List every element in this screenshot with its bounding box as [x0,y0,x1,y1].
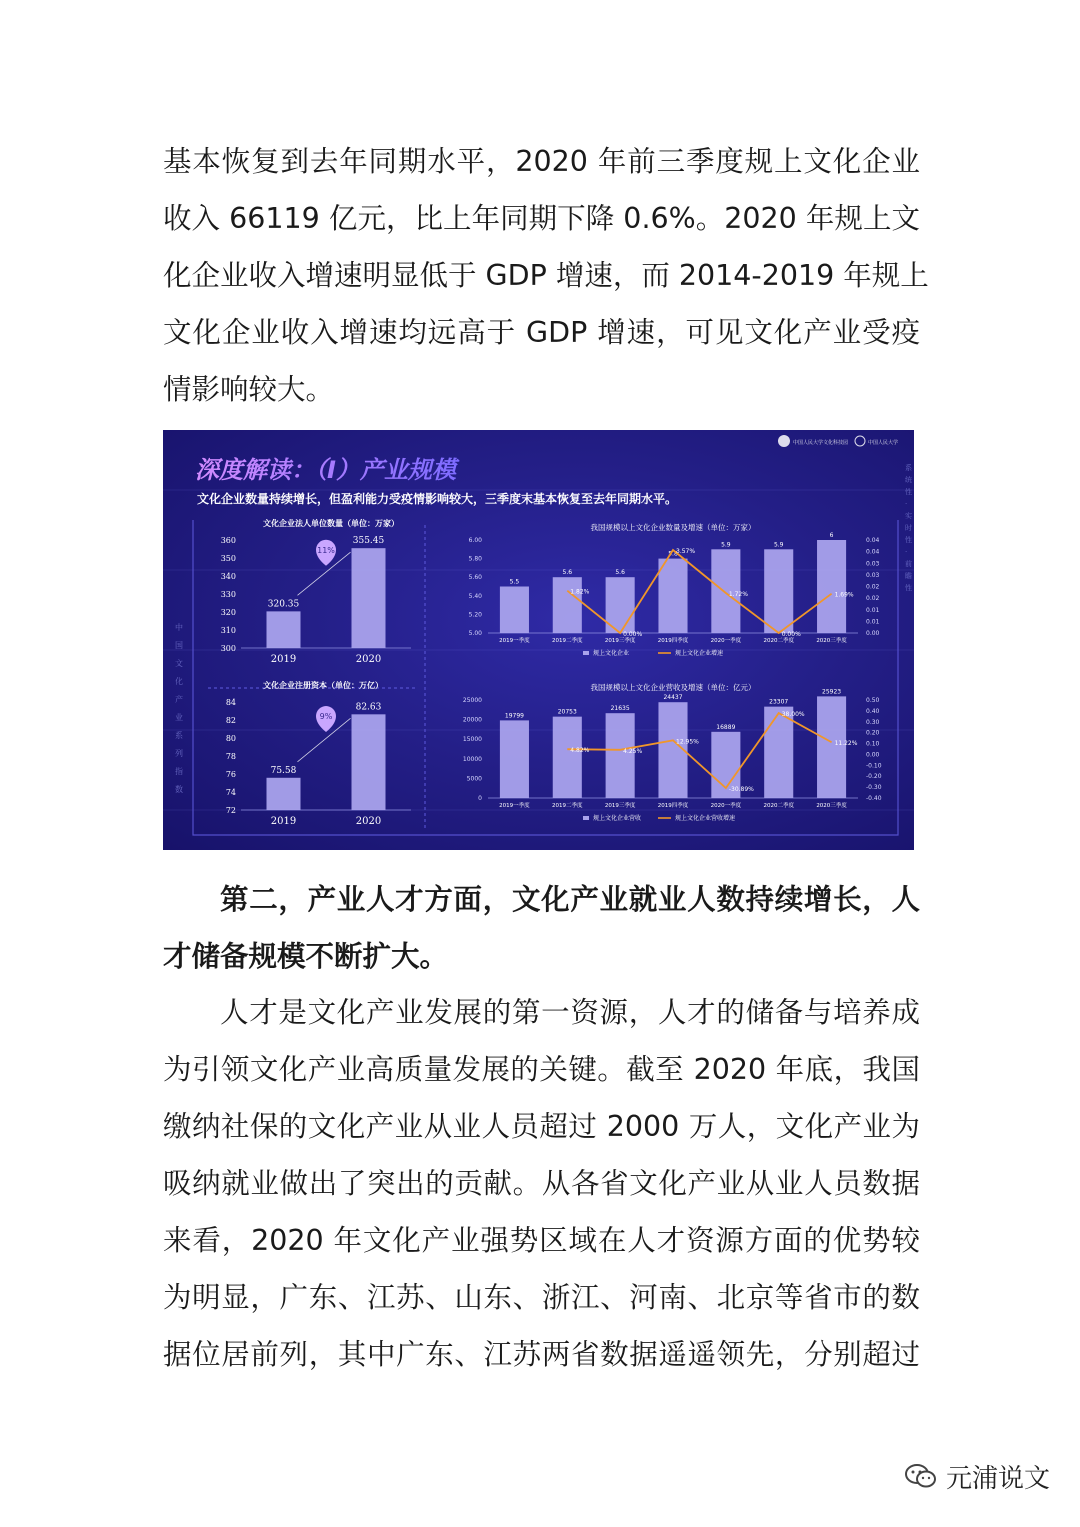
text-line: 才储备规模不断扩大。 [163,940,449,973]
text-line: 基本恢复到去年同期水平，2020 年前三季度规上文化企业 [163,145,920,178]
side-label-char: 时 [905,524,912,532]
side-label-char: · [905,548,908,556]
chart-quarterly-revenue [463,682,882,822]
line-data-label: 1.69% [834,591,854,599]
y-tick-label: 5.20 [468,611,482,619]
y-tick-label: 5.80 [468,555,482,563]
logo-right-text: 中国人民大学 [868,440,899,446]
line-data-label: 4.25% [623,747,643,755]
x-tick-label: 2019二季度 [552,803,583,809]
x-tick-label: 2020一季度 [710,803,742,809]
bar [267,778,301,810]
y2-tick-label: 0.02 [866,583,880,591]
side-label-char: 统 [905,476,912,484]
y-tick-label: 350 [220,554,236,563]
data-label: 82.63 [355,702,382,713]
paragraph-section-heading [163,871,920,985]
text-line: 来看，2020 年文化产业强势区域在人才资源方面的优势较 [163,1224,920,1257]
data-label: 5.6 [615,569,625,577]
y-tick-label: 0 [478,795,482,802]
bar [553,577,582,633]
text-line: 收入 66119 亿元，比上年同期下降 0.6%。2020 年规上文 [163,202,920,235]
x-tick-label: 2020三季度 [816,803,847,809]
paragraph-talent [163,984,920,1383]
y2-tick-label: 0.03 [866,571,880,579]
bar [352,548,386,648]
text-line: 为引领文化产业高质量发展的关键。截至 2020 年底，我国 [163,1053,920,1086]
x-tick-label: 2020二季度 [763,803,794,809]
y2-tick-label: -0.20 [866,773,882,781]
side-label-char: 性 [905,488,912,496]
y-tick-label: 20000 [462,716,482,724]
data-label: 5.9 [721,541,731,549]
side-label-char: 化 [175,677,183,686]
text-line: 吸纳就业做出了突出的贡献。从各省文化产业从业人员数据 [163,1167,920,1200]
data-label: 21635 [610,705,630,713]
bar [817,540,846,633]
y-tick-label: 76 [225,770,236,779]
side-label-char: 实 [905,512,912,520]
data-label: 24437 [663,694,683,702]
data-label: 23307 [769,698,789,706]
growth-badge-label: 11% [317,545,335,555]
data-label: 20753 [557,708,577,716]
line-data-label: -30.89% [728,786,754,794]
legend-label: 规上文化企业营收 [593,815,642,822]
data-label: 19799 [504,712,524,720]
y-tick-label: 5.60 [468,574,482,582]
logo-right [855,436,898,446]
y-tick-label: 320 [220,608,236,617]
bar [764,707,793,798]
text-line: 人才是文化产业发展的第一资源，人才的储备与培养成 [220,996,920,1029]
chart-title: 我国规模以上文化企业数量及增速（单位：万家） [590,523,756,532]
chart-quarterly-count [469,522,880,657]
y-tick-label: 84 [225,698,236,707]
panel-subheading: 文化企业数量持续增长，但盈利能力受疫情影响较大，三季度末基本恢复至去年同期水平。 [197,492,678,506]
x-tick-label: 2020 [355,816,382,827]
data-label: 16889 [716,723,736,731]
side-label-char: 性 [905,584,912,592]
bar [764,549,793,633]
y-tick-label: 25000 [462,697,482,704]
data-label: 6 [829,532,834,539]
y2-tick-label: 0.04 [866,548,880,556]
growth-badge-label: 9% [319,712,333,722]
infographic-panel [163,430,914,850]
line-data-label: 1.82% [570,588,590,596]
bar [500,720,529,798]
side-label-char: 产 [175,695,183,704]
side-label-char: 列 [175,749,183,758]
side-label-char: 性 [905,536,912,544]
x-tick-label: 2020一季度 [710,638,742,644]
y2-tick-label: 0.01 [866,618,880,626]
y2-tick-label: 0.40 [866,707,880,715]
x-tick-label: 2019三季度 [604,803,636,809]
y-tick-label: 10000 [462,755,482,763]
legend-swatch-bar [583,651,589,655]
chart-title: 我国规模以上文化企业营收及增速（单位：亿元） [590,683,756,692]
y2-tick-label: -0.40 [866,795,882,802]
x-tick-label: 2019一季度 [499,803,530,809]
legend-label: 规上文化企业 [593,650,630,657]
side-label-char: 国 [175,641,183,650]
line-data-label: 1.72% [728,591,748,599]
x-tick-label: 2020二季度 [763,638,794,644]
y-tick-label: 78 [225,752,236,761]
watermark [904,1456,1050,1496]
bar [658,559,687,633]
legend-label: 规上文化企业增速 [675,650,724,657]
data-label: 320.35 [267,599,300,610]
text-line: 第二，产业人才方面，文化产业就业人数持续增长，人 [220,883,920,916]
logo-left-text: 中国人民大学文化科技园 [793,440,849,446]
side-label-char: 前 [905,560,912,568]
y-tick-label: 5.40 [468,592,482,600]
logo-left [778,435,848,447]
y2-tick-label: 0.04 [866,537,880,544]
y-tick-label: 6.00 [468,537,482,544]
data-label: 5.8 [668,550,678,558]
side-label-char: 业 [175,713,183,722]
y2-tick-label: 0.20 [866,729,880,737]
data-label: 5.5 [509,578,520,586]
side-label-right [905,463,912,592]
y2-tick-label: 0.00 [866,630,880,637]
chart-title: 文化企业注册资本（单位：万亿） [263,681,383,690]
line-data-label: 0.00% [623,631,643,638]
y-tick-label: 72 [225,806,236,815]
x-tick-label: 2019 [270,816,297,827]
x-tick-label: 2019三季度 [604,638,636,644]
y2-tick-label: -0.10 [866,762,882,770]
y2-tick-label: -0.30 [866,784,882,792]
panel-heading: 深度解读：（I）产业规模 [195,456,456,484]
line-data-label: 12.95% [676,738,699,746]
x-tick-label: 2020三季度 [816,638,847,644]
line-data-label: 4.82% [570,747,590,755]
chart-enterprise-count [221,518,411,665]
data-label: 25923 [822,688,842,696]
side-label-char: 中 [175,623,183,632]
side-label-left [175,622,183,794]
y2-tick-label: 0.01 [866,606,880,614]
y2-tick-label: 0.30 [866,718,880,726]
y-tick-label: 360 [220,536,236,545]
text-line: 据位居前列，其中广东、江苏两省数据遥遥领先，分别超过 [163,1338,920,1371]
y2-tick-label: 0.03 [866,560,880,568]
paragraph-intro [163,133,929,418]
x-tick-label: 2019 [270,654,297,665]
infographic-canvas [163,430,914,850]
side-label-char: 瞻 [905,572,912,580]
side-label-char: 文 [175,659,183,668]
data-label: 75.58 [270,765,297,776]
text-line: 缴纳社保的文化产业从业人员超过 2000 万人，文化产业为 [163,1110,920,1143]
bar [352,714,386,810]
side-label-char: · [905,500,908,508]
legend-label: 规上文化企业营收增速 [675,815,736,822]
text-line: 化企业收入增速明显低于 GDP 增速，而 2014-2019 年规上 [163,259,929,292]
bar [267,611,301,648]
x-tick-label: 2019一季度 [499,638,530,644]
text-line: 情影响较大。 [163,373,335,406]
line-data-label: 0.00% [781,631,801,638]
line-data-label: 38.00% [781,711,805,719]
y-tick-label: 5000 [466,775,482,783]
side-label-char: 指 [175,767,183,776]
line-data-label: 3.57% [676,547,696,555]
x-tick-label: 2019四季度 [657,638,689,644]
y2-tick-label: 0.00 [866,751,880,759]
y-tick-label: 80 [225,734,236,743]
y2-tick-label: 0.10 [866,740,880,748]
side-label-char: 系 [175,731,183,740]
bar [553,717,582,798]
bar [606,713,635,798]
chart-title: 文化企业法人单位数量（单位：万家） [263,519,399,528]
y-tick-label: 330 [220,590,236,599]
bar [500,587,529,634]
data-label: 5.9 [773,541,784,549]
y-tick-label: 82 [225,716,236,725]
data-label: 355.45 [352,536,385,547]
x-tick-label: 2020 [355,654,382,665]
y-tick-label: 5.00 [468,630,482,637]
y2-tick-label: 0.02 [866,595,880,603]
y-tick-label: 310 [220,626,236,635]
text-line: 为明显，广东、江苏、山东、浙江、河南、北京等省市的数 [163,1281,920,1314]
logo-right-icon [855,436,865,446]
wechat-icon [904,1462,938,1490]
y-tick-label: 300 [220,644,236,653]
watermark-text: 元浦说文 [945,1463,1050,1494]
line-data-label: 11.22% [834,740,858,748]
logo-left-icon [778,435,790,447]
chart-registered-capital [226,680,411,827]
x-tick-label: 2019四季度 [657,803,689,809]
y2-tick-label: 0.50 [866,697,880,704]
x-tick-label: 2019二季度 [552,638,583,644]
data-label: 5.6 [562,569,573,577]
y-tick-label: 340 [220,572,236,581]
y-tick-label: 74 [225,788,236,797]
text-line: 文化企业收入增速均远高于 GDP 增速，可见文化产业受疫 [163,316,920,349]
y-tick-label: 15000 [462,736,482,744]
side-label-char: 数 [175,785,183,794]
side-label-char: 系 [905,464,912,472]
legend-swatch-bar [583,816,589,820]
